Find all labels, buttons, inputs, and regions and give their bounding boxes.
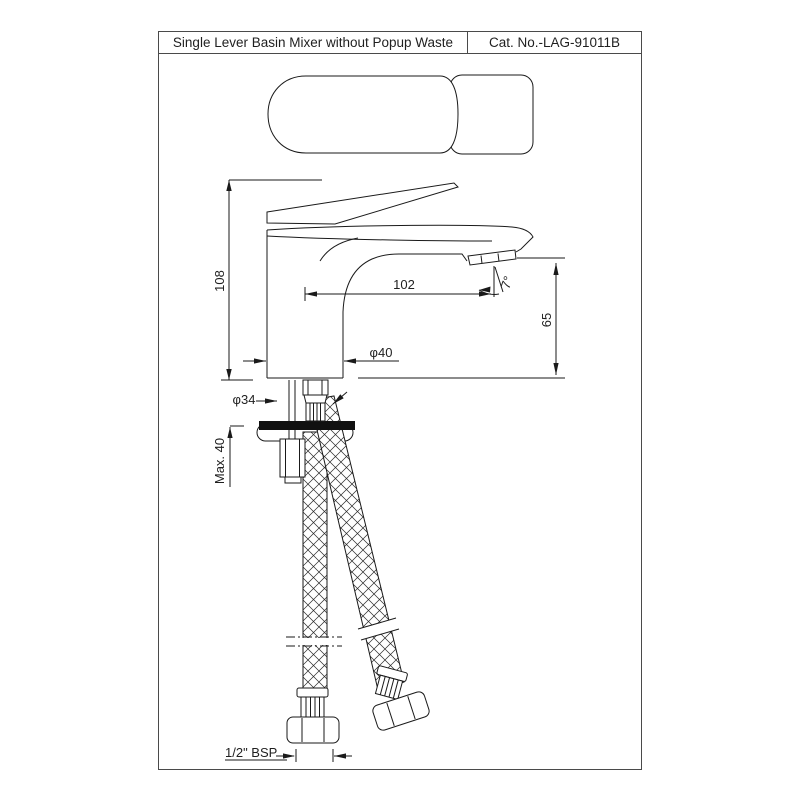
aerator — [468, 250, 516, 265]
dim-label-7deg: 7° — [497, 274, 516, 291]
dim-label-max40: Max. 40 — [212, 437, 227, 485]
dim-label-bsp: 1/2" BSP — [225, 745, 278, 760]
dim-label-phi34: φ34 — [232, 392, 256, 407]
body-front-profile — [267, 236, 492, 241]
title-bar — [159, 32, 641, 54]
dim-label-65: 65 — [539, 312, 554, 328]
drawing-title: Single Lever Basin Mixer without Popup Waste — [159, 32, 468, 53]
mounting-nut — [280, 439, 305, 477]
dim-label-108: 108 — [212, 270, 227, 292]
lever-handle — [267, 183, 458, 224]
dim-label-phi40: φ40 — [369, 345, 393, 360]
hose-nipple — [306, 403, 325, 421]
bsp-nut — [287, 717, 339, 743]
body-top-profile — [267, 225, 533, 252]
dimension-outlet-height — [358, 258, 565, 378]
dimension-bsp-connection — [225, 745, 352, 762]
cartridge-housing — [303, 380, 328, 395]
technical-drawing-canvas — [159, 54, 641, 769]
dimension-outlet-angle — [479, 266, 516, 297]
washer — [259, 421, 355, 430]
dimension-body-diameter — [243, 345, 399, 364]
dimension-max-thickness — [212, 426, 244, 487]
supply-hose-left — [303, 432, 327, 688]
dimension-spout-reach — [305, 277, 491, 301]
hose-fitting-right — [371, 665, 430, 731]
hose-fitting-left — [287, 688, 339, 743]
catalog-number: Cat. No.-LAG-91011B — [488, 35, 621, 50]
plan-spout-body — [450, 75, 533, 154]
side-view — [257, 183, 533, 743]
dim-label-102: 102 — [393, 277, 415, 292]
spout-inner-arc — [320, 238, 358, 261]
hose-break-left — [286, 637, 342, 646]
plan-view — [268, 75, 533, 154]
hose-collar — [304, 395, 327, 403]
drawing-frame — [158, 31, 642, 770]
plan-handle — [268, 76, 458, 153]
